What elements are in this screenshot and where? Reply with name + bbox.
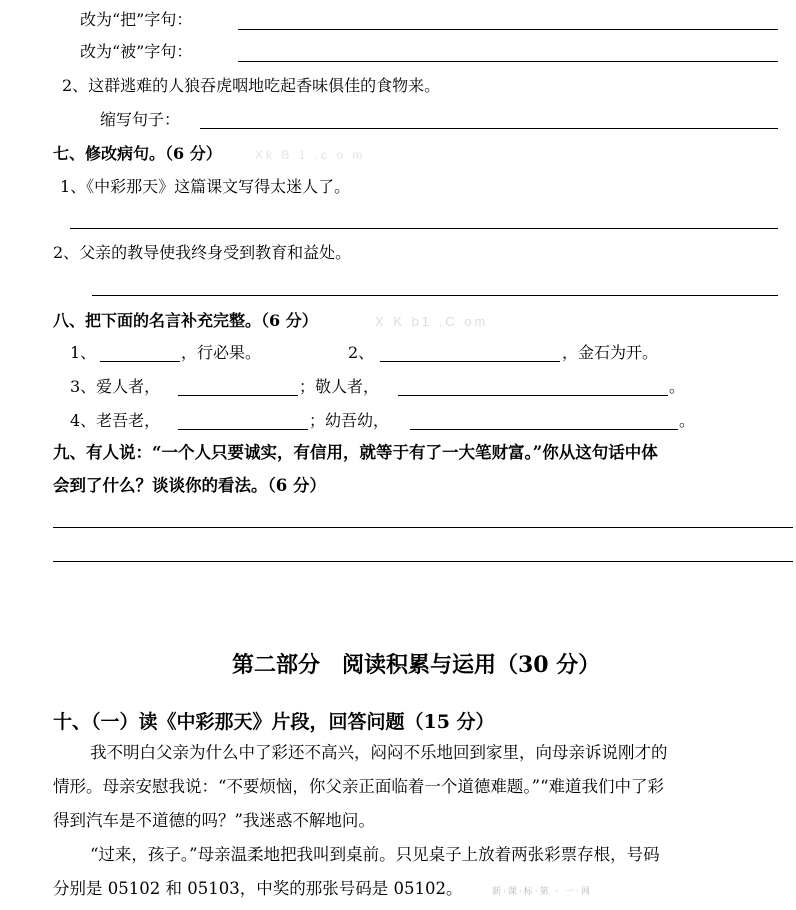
proverb-blank[interactable]	[380, 361, 560, 362]
proverb-text: ，金石为开。	[562, 343, 659, 362]
question-text: 2、这群逃难的人狼吞虎咽地吃起香味俱佳的食物来。	[62, 76, 441, 95]
proverb-text: 4、老吾老，	[70, 411, 161, 430]
answer-line[interactable]	[92, 295, 778, 296]
proverb-text: 。	[679, 411, 696, 430]
proverb-blank[interactable]	[398, 395, 668, 396]
section-title: 七、修改病句。（6 分）	[53, 144, 222, 163]
bei-answer-line[interactable]	[238, 61, 778, 62]
section-title-continued: 会到了什么？谈谈你的看法。（6 分）	[53, 476, 326, 495]
passage-line: “过来，孩子。”母亲温柔地把我叫到桌前。只见桌子上放着两张彩票存根，号码	[90, 845, 660, 864]
passage-line: 分别是 05102 和 05103，中奖的那张号码是 05102。	[53, 879, 463, 898]
proverb-blank[interactable]	[100, 361, 180, 362]
bei-sentence-label: 改为“被”字句：	[80, 42, 193, 61]
question-text: 1、《中彩那天》这篇课文写得太迷人了。	[60, 177, 351, 196]
ba-sentence-label: 改为“把”字句：	[80, 10, 193, 29]
proverb-text: 3、爱人者，	[70, 377, 161, 396]
section-title: 十、（一）读《中彩那天》片段，回答问题（15 分）	[53, 711, 495, 733]
watermark-text: X K b1 .C om	[375, 314, 489, 329]
answer-line[interactable]	[53, 561, 793, 562]
answer-line[interactable]	[70, 228, 778, 229]
proverb-blank[interactable]	[178, 395, 298, 396]
section-title: 九、有人说：“一个人只要诚实，有信用，就等于有了一大笔财富。”你从这句话中体	[53, 443, 658, 462]
watermark-text: 新·课·标·第 · 一·网	[492, 887, 593, 897]
proverb-text: 。	[669, 377, 686, 396]
proverb-text: ；幼吾幼，	[309, 411, 390, 430]
passage-line: 情形。母亲安慰我说：“不要烦恼，你父亲正面临着一个道德难题。”“难道我们中了彩	[53, 777, 665, 796]
shorten-answer-line[interactable]	[200, 128, 778, 129]
shorten-sentence-label: 缩写句子：	[100, 110, 181, 129]
proverb-blank[interactable]	[410, 429, 678, 430]
proverb-blank[interactable]	[178, 429, 308, 430]
proverb-number: 1、	[70, 343, 97, 362]
ba-answer-line[interactable]	[238, 29, 778, 30]
watermark-text: Xk B 1 .c o m	[255, 148, 366, 162]
part-heading: 第二部分 阅读积累与运用（30 分）	[232, 652, 601, 678]
question-text: 2、父亲的教导使我终身受到教育和益处。	[53, 243, 352, 262]
proverb-number: 2、	[348, 343, 375, 362]
proverb-text: ，行必果。	[181, 343, 262, 362]
passage-line: 我不明白父亲为什么中了彩还不高兴，闷闷不乐地回到家里，向母亲诉说刚才的	[90, 743, 668, 762]
proverb-text: ；敬人者，	[299, 377, 380, 396]
passage-line: 得到汽车是不道德的吗？”我迷惑不解地问。	[53, 811, 375, 830]
section-title: 八、把下面的名言补充完整。（6 分）	[53, 311, 318, 330]
answer-line[interactable]	[53, 527, 793, 528]
